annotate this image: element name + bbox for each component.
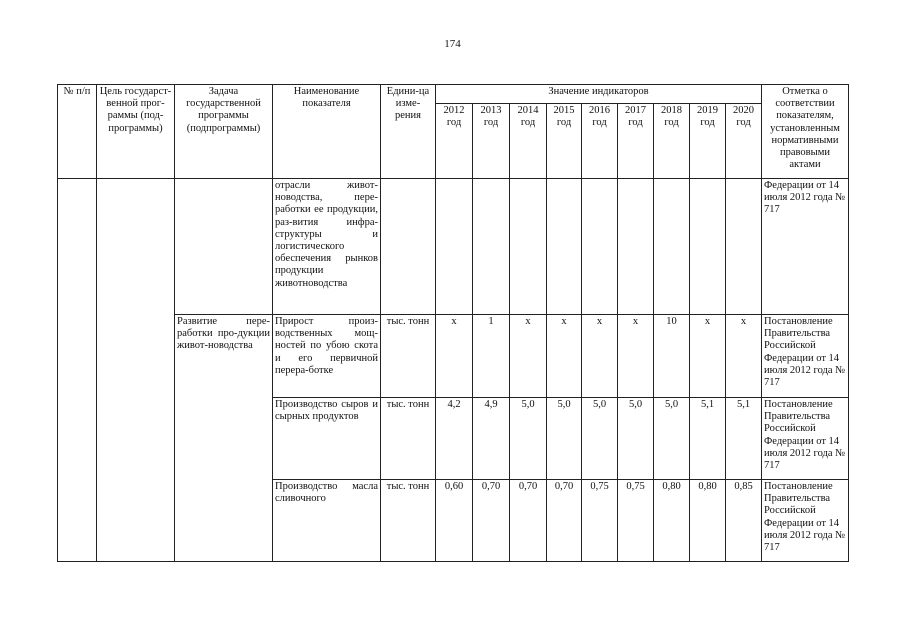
cell-goal — [97, 179, 175, 562]
cell-value: 0,85 — [726, 480, 762, 562]
cell-note: Федерации от 14 июля 2012 года № 717 — [762, 179, 849, 315]
cell-unit: тыс. тонн — [381, 480, 436, 562]
cell-value — [618, 179, 654, 315]
header-year: 2014 год — [510, 104, 547, 179]
cell-value — [654, 179, 690, 315]
header-task: Задача государственной программы (подпрограммы) — [175, 85, 273, 179]
cell-unit: тыс. тонн — [381, 315, 436, 398]
cell-value: 0,80 — [654, 480, 690, 562]
header-year: 2017 год — [618, 104, 654, 179]
cell-value: x — [436, 315, 473, 398]
cell-value: 5,0 — [510, 398, 547, 480]
cell-unit: тыс. тонн — [381, 398, 436, 480]
header-note: Отметка о соответствии показателям, установленным нормативными правовыми актами — [762, 85, 849, 179]
cell-note: Постановление Правительства Российской Федерации от 14 июля 2012 года № 717 — [762, 480, 849, 562]
cell-indicator: отрасли живот-новодства, пере-работки ее продукции, раз-вития инфра-структуры и логистического обеспечения рынков продукции животноводства — [273, 179, 381, 315]
table-row — [58, 179, 849, 315]
cell-value — [510, 179, 547, 315]
header-year: 2012 год — [436, 104, 473, 179]
indicators-table — [57, 84, 849, 562]
header-year: 2018 год — [654, 104, 690, 179]
header-indicator: Наименование показателя — [273, 85, 381, 179]
header-row — [58, 85, 849, 104]
header-year: 2015 год — [547, 104, 582, 179]
cell-value: x — [726, 315, 762, 398]
cell-value: x — [690, 315, 726, 398]
cell-value: 10 — [654, 315, 690, 398]
cell-value: 0,75 — [582, 480, 618, 562]
cell-indicator: Производство масла сливочного — [273, 480, 381, 562]
cell-value: 5,0 — [547, 398, 582, 480]
cell-value — [473, 179, 510, 315]
cell-task: Развитие пере-работки про-дукции живот-новодства — [175, 315, 273, 562]
cell-unit — [381, 179, 436, 315]
cell-value: 5,1 — [690, 398, 726, 480]
cell-value: x — [510, 315, 547, 398]
cell-value: 0,70 — [473, 480, 510, 562]
cell-value: 0,70 — [510, 480, 547, 562]
cell-value — [436, 179, 473, 315]
cell-value: 0,80 — [690, 480, 726, 562]
cell-value: 5,0 — [582, 398, 618, 480]
cell-value: x — [618, 315, 654, 398]
header-year: 2013 год — [473, 104, 510, 179]
cell-note: Постановление Правительства Российской Федерации от 14 июля 2012 года № 717 — [762, 315, 849, 398]
cell-value — [726, 179, 762, 315]
header-goal: Цель государст-венной прог-раммы (под-программы) — [97, 85, 175, 179]
page-number: 174 — [444, 38, 461, 50]
header-year: 2020 год — [726, 104, 762, 179]
header-year: 2016 год — [582, 104, 618, 179]
header-unit: Едини-ца изме-рения — [381, 85, 436, 179]
cell-value: 5,0 — [654, 398, 690, 480]
table-row — [58, 315, 849, 398]
cell-value: 1 — [473, 315, 510, 398]
cell-value: 5,1 — [726, 398, 762, 480]
cell-indicator: Прирост произ-водственных мощ-ностей по убою скота и его первичной перера-ботке — [273, 315, 381, 398]
cell-value — [547, 179, 582, 315]
cell-value: 4,2 — [436, 398, 473, 480]
cell-note: Постановление Правительства Российской Федерации от 14 июля 2012 года № 717 — [762, 398, 849, 480]
cell-value — [582, 179, 618, 315]
header-num: № п/п — [58, 85, 97, 179]
cell-value: 0,75 — [618, 480, 654, 562]
cell-value — [690, 179, 726, 315]
cell-task — [175, 179, 273, 315]
cell-value: 5,0 — [618, 398, 654, 480]
cell-value: 0,60 — [436, 480, 473, 562]
cell-value: 0,70 — [547, 480, 582, 562]
cell-num — [58, 179, 97, 562]
cell-indicator: Производство сыров и сырных продуктов — [273, 398, 381, 480]
cell-value: x — [582, 315, 618, 398]
header-year: 2019 год — [690, 104, 726, 179]
header-values-group: Значение индикаторов — [436, 85, 762, 104]
cell-value: x — [547, 315, 582, 398]
cell-value: 4,9 — [473, 398, 510, 480]
